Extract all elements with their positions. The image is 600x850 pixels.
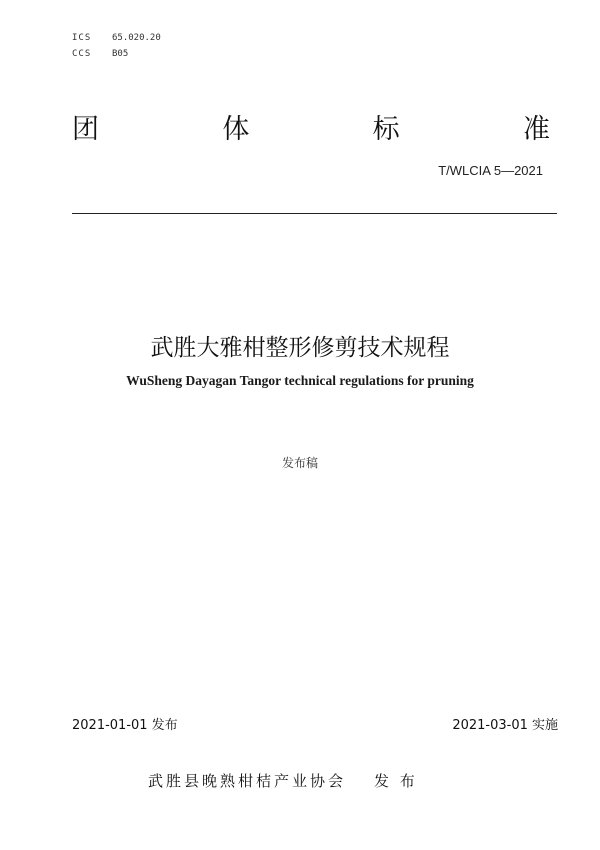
issue-date: 2021-01-01 发布 — [72, 718, 178, 733]
document-stage: 发布稿 — [281, 456, 318, 470]
ccs-label: CCS — [72, 49, 92, 59]
ics-code-row — [72, 30, 161, 46]
header-divider — [72, 213, 557, 214]
document-title-english: WuSheng Dayagan Tangor technical regulations for pruning — [126, 373, 474, 388]
standard-type-heading — [72, 112, 550, 148]
publisher-action: 发 布 — [374, 772, 418, 790]
classification-codes — [72, 30, 161, 62]
ics-value: 65.020.20 — [112, 33, 161, 43]
heading-char-2: 体 — [222, 114, 250, 145]
publisher-name: 武胜县晚熟柑桔产业协会 — [148, 772, 347, 790]
document-title-chinese: 武胜大雅柑整形修剪技术规程 — [150, 335, 450, 361]
heading-char-3: 标 — [372, 114, 400, 145]
ccs-value: B05 — [112, 49, 129, 59]
implementation-date: 2021-03-01 实施 — [452, 718, 558, 733]
heading-char-4: 准 — [522, 114, 550, 145]
publisher-line — [148, 770, 418, 792]
heading-char-1: 团 — [72, 114, 99, 145]
ics-label: ICS — [72, 33, 92, 43]
standard-number: T/WLCIA 5—2021 — [438, 163, 543, 178]
ccs-code-row — [72, 46, 161, 62]
